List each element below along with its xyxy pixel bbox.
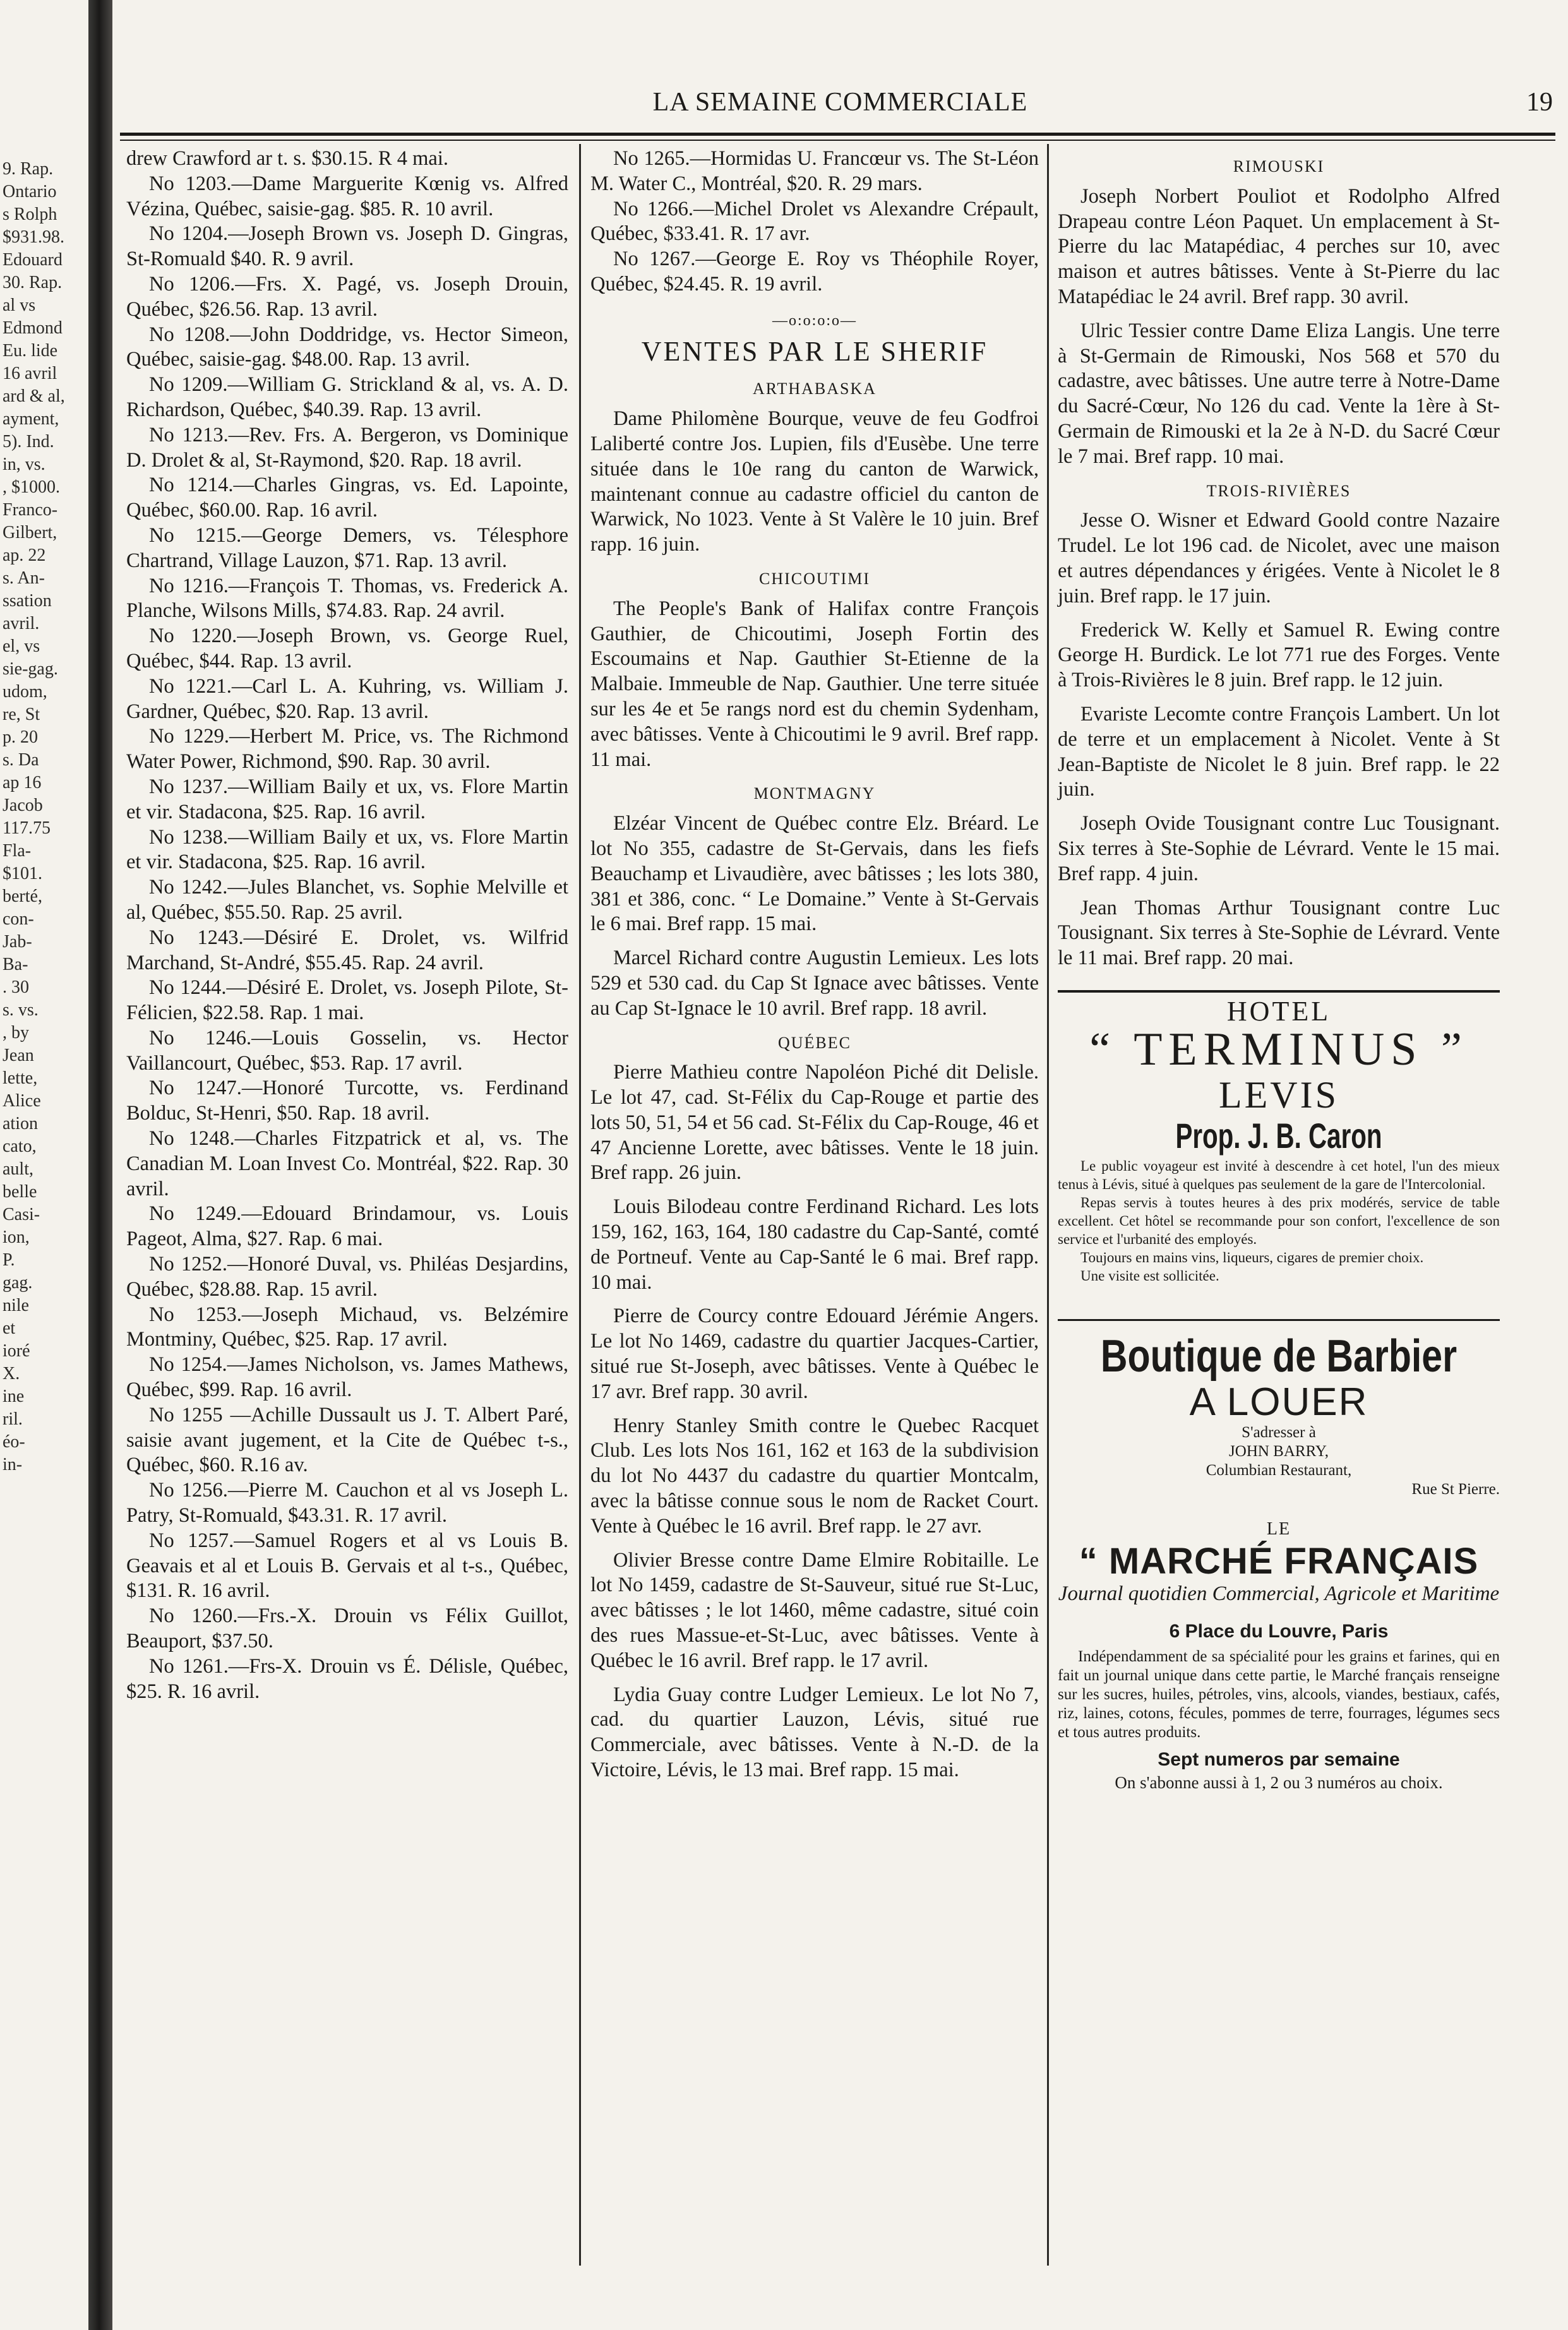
left-fragment-line: Fla- [3,841,32,861]
left-fragment-line: 16 avril [3,364,57,383]
left-fragment-line: ioré [3,1341,30,1361]
left-fragment-line: Gilbert, [3,523,57,542]
court-entry: No 1248.—Charles Fitzpatrick et al, vs. The Canadian M. Loan Invest Co. Montréal, $22. Rap. 30 avril. [126,1127,568,1200]
sale-entry: Frederick W. Kelly et Samuel R. Ewing contre George H. Burdick. Le lot 771 rue des Forges. Vente à Trois-Rivières le 8 juin. Bref rapp. le 12 juin. [1058,618,1500,692]
left-fragment-line: cato, [3,1137,37,1156]
court-entry: No 1238.—William Baily et ux, vs. Flore Martin et vir. Stadacona, $25. Rap. 16 avril. [126,825,568,874]
sale-entry: The People's Bank of Halifax contre François Gauthier, de Chicoutimi, Joseph Fortin des Escoumains et Nap. Gauthier St-Etienne de la Malbaie. Immeuble de Nap. Gauthier. Une terre située sur les 4e et 5e rangs nord est du chemin Sydenham, avec bâtisses. Vente à Chicoutimi le 9 avril. Bref rapp. 11 mai. [590,597,1039,771]
marche-frequency: Sept numeros par semaine [1158,1749,1400,1771]
sale-entry: Louis Bilodeau contre Ferdinand Richard. Les lots 159, 162, 163, 164, 180 cadastre du Cap-Santé, comté de Portneuf. Vente au Cap-Santé le 6 mai. Bref rapp. 10 mai. [590,1195,1039,1294]
left-fragment-line: ion, [3,1228,30,1247]
left-fragment-line: X. [3,1364,20,1383]
court-entry: No 1244.—Désiré E. Drolet, vs. Joseph Pilote, St-Félicien, $22.58. Rap. 1 mai. [126,976,568,1025]
left-fragment-line: al vs [3,296,36,315]
left-fragment-line: ation [3,1114,38,1133]
court-entry: No 1260.—Frs.-X. Drouin vs Félix Guillot, Beauport, $37.50. [126,1604,568,1653]
left-fragment-line: lette, [3,1068,38,1088]
sale-entry: Henry Stanley Smith contre le Quebec Racquet Club. Les lots Nos 161, 162 et 163 de la subdivision du lot No 4437 du cadastre du quartier Montcalm, avec la bâtisse connue sous le nom de Racket Court. Vente à Québec le 16 avril. Bref rapp. le 27 avr. [590,1414,1039,1538]
marche-subtitle: Journal quotidien Commercial, Agricole et Maritime [1058,1582,1500,1605]
left-fragment-line: Ba- [3,955,28,974]
left-fragment-line: Ontario [3,182,57,201]
court-entry: No 1215.—George Demers, vs. Télesphore Chartrand, Village Lauzon, $71. Rap. 13 avril. [126,523,568,572]
court-entry: No 1221.—Carl L. A. Kuhring, vs. William J. Gardner, Québec, $20. Rap. 13 avril. [126,674,568,723]
left-fragment-line: udom, [3,682,47,702]
left-fragment-line: re, St [3,705,40,724]
left-fragment-line: 9. Rap. [3,159,54,179]
header-rule [120,133,1555,136]
left-fragment-line: ine [3,1387,25,1406]
court-entry: No 1220.—Joseph Brown, vs. George Ruel, Québec, $44. Rap. 13 avril. [126,624,568,672]
sale-entry: Jesse O. Wisner et Edward Goold contre Nazaire Trudel. Le lot 196 cad. de Nicolet, avec une maison et autres dépendances y érigées. Vente à Nicolet le 8 juin. Bref rapp. le 17 juin. [1058,509,1500,607]
page-title: LA SEMAINE COMMERCIALE [652,88,1028,117]
place-heading: TROIS-RIVIÈRES [1206,481,1351,500]
barbier-ad [1058,1319,1500,1499]
section-title: VENTES PAR LE SHERIF [641,335,988,367]
court-entry: No 1209.—William G. Strickland & al, vs. A. D. Richardson, Québec, $40.39. Rap. 13 avril. [126,373,568,421]
sale-entry: Joseph Ovide Tousignant contre Luc Tousignant. Six terres à Ste-Sophie de Lévrard. Vente le 15 mai. Bref rapp. 4 juin. [1058,812,1500,885]
court-entry: No 1266.—Michel Drolet vs Alexandre Crépault, Québec, $33.41. R. 17 avr. [590,197,1039,246]
sale-entry: Olivier Bresse contre Dame Elmire Robitaille. Le lot No 1459, cadastre de St-Sauveur, situé rue St-Luc, avec bâtisses ; le lot 1460, même cadastre, situé coin des rues Massue-et-St-Luc, avec bâtisses. Vente à Québec le 16 avril. Bref rapp. le 17 avril. [590,1548,1039,1672]
left-fragment-line: $931.98. [3,227,64,247]
court-entry: No 1203.—Dame Marguerite Kœnig vs. Alfred Vézina, Québec, saisie-gag. $85. R. 10 avril. [126,172,568,220]
left-fragment-line: in, vs. [3,455,45,474]
left-fragment-line: s. Da [3,750,39,770]
ad-hotel-text: Le public voyageur est invité à descendre à cet hotel, l'un des mieux tenus à Lévis, situé à quelques pas seulement de la gare de l'Intercolonial. [1058,1157,1500,1192]
court-entry: No 1229.—Herbert M. Price, vs. The Richmond Water Power, Richmond, $90. Rap. 30 avril. [126,725,568,774]
left-fragment-line: ard & al, [3,386,65,406]
left-fragment-line: in- [3,1455,23,1474]
barbier-contact-place: Columbian Restaurant, [1206,1461,1352,1479]
court-entry: No 1216.—François T. Thomas, vs. Frederick A. Planche, Wilsons Mills, $74.83. Rap. 24 avril. [126,574,568,623]
left-fragment-line: Jab- [3,932,32,952]
left-fragment-line: s. An- [3,568,45,588]
barbier-title: Boutique de Barbier [1100,1330,1457,1382]
left-fragment-line: . 30 [3,977,29,997]
court-entry: No 1252.—Honoré Duval, vs. Philéas Desjardins, Québec, $28.88. Rap. 15 avril. [126,1253,568,1301]
left-fragment-line: ault, [3,1159,33,1179]
page-number: 19 [1526,88,1553,117]
left-fragment-line: $101. [3,864,42,883]
court-entry: No 1206.—Frs. X. Pagé, vs. Joseph Drouin, Québec, $26.56. Rap. 13 avril. [126,272,568,321]
header-rule-thin [120,140,1555,141]
court-entry: No 1253.—Joseph Michaud, vs. Belzémire Montminy, Québec, $25. Rap. 17 avril. [126,1303,568,1351]
marche-body: Indépendamment de sa spécialité pour les grains et farines, qui en fait un journal unique dans cette partie, le Marché français renseigne sur les sucres, huiles, pétroles, vins, alcools, viandes, bestiaux, cafés, riz, laines, cotons, fécules, pommes de terre, fourrages, légumes secs et tous autres produits. [1058,1648,1500,1742]
column-3 [1058,146,1500,1793]
left-fragment-line: berté, [3,887,42,906]
left-fragment-line: 117.75 [3,818,51,838]
ad-hotel-name: “ TERMINUS ” [1089,1023,1468,1075]
court-entry: No 1208.—John Doddridge, vs. Hector Simeon, Québec, saisie-gag. $48.00. Rap. 13 avril. [126,323,568,371]
hotel-terminus-ad [1058,990,1500,1285]
marche-francais-ad [1058,1517,1500,1793]
court-entry: No 1237.—William Baily et ux, vs. Flore Martin et vir. Stadacona, $25. Rap. 16 avril. [126,775,568,823]
court-entry: No 1255 —Achille Dussault us J. T. Albert Paré, saisie avant jugement, et la Cite de Québec t-s., Québec, $60. R.16 av. [126,1403,568,1477]
place-heading: CHICOUTIMI [759,569,870,588]
column-2 [590,146,1039,1792]
left-fragment-line: Franco- [3,500,58,520]
left-page-fragment [0,158,88,2292]
left-fragment-line: Eu. lide [3,341,58,361]
left-fragment-line: Jean [3,1046,34,1065]
place-heading: RIMOUSKI [1233,157,1325,176]
court-entry: No 1246.—Louis Gosselin, vs. Hector Vaillancourt, Québec, $53. Rap. 17 avril. [126,1026,568,1075]
barbier-contact-name: JOHN BARRY, [1229,1442,1329,1460]
marche-le: LE [1266,1519,1291,1539]
left-fragment-line: ayment, [3,409,59,429]
sale-entry: Marcel Richard contre Augustin Lemieux. Les lots 529 et 530 cad. du Cap St Ignace avec bâtisses. Vente au Cap St-Ignace le 10 avril. Bref rapp. 18 avril. [590,947,1039,1020]
court-entry: No 1213.—Rev. Frs. A. Bergeron, vs Dominique D. Drolet & al, St-Raymond, $20. Rap. 18 avril. [126,423,568,472]
left-fragment-line: belle [3,1182,37,1202]
column-1 [126,146,568,1704]
left-fragment-line: s. vs. [3,1000,39,1020]
sale-entry: Evariste Lecomte contre François Lambert. Un lot de terre et un emplacement à Nicolet. Vente à St Jean-Baptiste de Nicolet le 8 juin. Bref rapp. le 22 juin. [1058,702,1500,801]
court-entry: No 1204.—Joseph Brown vs. Joseph D. Gingras, St-Romuald $40. R. 9 avril. [126,222,568,271]
left-fragment-line: , by [3,1023,29,1043]
ad-hotel-label: HOTEL [1226,995,1331,1027]
left-fragment-line: ssation [3,591,52,611]
ad-hotel-text: Toujours en mains vins, liqueurs, cigares de premier choix. [1080,1249,1424,1265]
court-entry: No 1242.—Jules Blanchet, vs. Sophie Melville et al, Québec, $55.50. Rap. 25 avril. [126,876,568,924]
place-heading: ARTHABASKA [752,379,877,398]
left-fragment-line: avril. [3,614,40,633]
left-fragment-line: 30. Rap. [3,273,63,292]
place-heading: MONTMAGNY [753,784,876,803]
left-fragment-line: ap 16 [3,773,42,792]
barbier-contact-street: Rue St Pierre. [1411,1480,1500,1498]
court-entry: No 1261.—Frs-X. Drouin vs É. Délisle, Québec, $25. R. 16 avril. [126,1654,568,1703]
left-fragment-line: Edmond [3,318,63,338]
barbier-louer: A LOUER [1189,1380,1368,1424]
marche-subscription: On s'abonne aussi à 1, 2 ou 3 numéros au choix. [1115,1773,1443,1793]
left-fragment-line: sie-gag. [3,659,58,679]
ad-hotel-proprietor: Prop. J. B. Caron [1175,1115,1382,1156]
court-entry: No 1265.—Hormidas U. Francœur vs. The St-Léon M. Water C., Montréal, $20. R. 29 mars. [590,147,1039,195]
sale-entry: Pierre de Courcy contre Edouard Jérémie Angers. Le lot No 1469, cadastre du quartier Jacques-Cartier, situé rue St-Joseph, avec bâtisses. Vente à Québec le 17 avr. Bref rapp. 30 avril. [590,1305,1039,1403]
sale-entry: Joseph Norbert Pouliot et Rodolpho Alfred Drapeau contre Léon Paquet. Un emplacement à St-Pierre du lac Matapédiac, 4 perches sur 10, avec maison et autres bâtisses. Vente à St-Pierre du lac Matapédiac le 24 avril. Bref rapp. 30 avril. [1058,184,1500,308]
left-fragment-line: et [3,1318,16,1338]
left-fragment-line: , $1000. [3,477,60,497]
court-entry: No 1254.—James Nicholson, vs. James Mathews, Québec, $99. Rap. 16 avril. [126,1353,568,1402]
left-fragment-line: ril. [3,1409,23,1429]
sale-entry: Lydia Guay contre Ludger Lemieux. Le lot No 7, cad. du quartier Lauzon, Lévis, situé rue Commerciale, avec bâtisses. Vente à N.-D. de la Victoire, Lévis, le 13 mai. Bref rapp. 15 mai. [590,1683,1039,1782]
court-entry: No 1247.—Honoré Turcotte, vs. Ferdinand Bolduc, St-Henri, $50. Rap. 18 avril. [126,1077,568,1125]
binding-gutter [88,0,112,2330]
place-heading: QUÉBEC [778,1033,851,1052]
left-fragment-line: el, vs [3,636,40,656]
barbier-adresser: S'adresser à [1242,1423,1316,1441]
column-rule [1047,144,1049,2266]
ad-hotel-text: Repas servis à toutes heures à des prix modérés, service de table excellent. Cet hôtel se recommande pour son confort, l'excellence de son service et l'urbanité des employés. [1058,1194,1500,1247]
court-entry: No 1214.—Charles Gingras, vs. Ed. Lapointe, Québec, $60.00. Rap. 16 avril. [126,474,568,522]
left-fragment-line: s Rolph [3,205,57,224]
column-rule [579,144,581,2266]
left-fragment-line: Alice [3,1091,41,1111]
left-fragment-line: p. 20 [3,727,38,747]
sale-entry: Dame Philomène Bourque, veuve de feu Godfroi Laliberté contre Jos. Lupien, fils d'Eusèbe. Une terre située dans le 10e rang du canton de Warwick, maintenant connue au cadastre officiel du canton de Warwick, No 1023. Vente à St Valère le 10 juin. Bref rapp. 16 juin. [590,407,1039,556]
court-entry: No 1256.—Pierre M. Cauchon et al vs Joseph L. Patry, St-Romuald, $43.31. R. 17 avril. [126,1479,568,1527]
court-entry: No 1257.—Samuel Rogers et al vs Louis B. Geavais et al et Louis B. Gervais et al t-s., Québec, $131. R. 16 avril. [126,1529,568,1603]
sale-entry: Elzéar Vincent de Québec contre Elz. Bréard. Le lot No 355, cadastre de St-Gervais, dans les fiefs Beauchamp et Livaudière, avec bâtisses ; les lots 380, 381 et 386, conc. “ Le Domaine.” Vente à St-Gervais le 6 mai. Bref rapp. 15 mai. [590,812,1039,936]
sale-entry: Jean Thomas Arthur Tousignant contre Luc Tousignant. Six terres à Ste-Sophie de Lévrard. Vente le 11 mai. Bref rapp. 20 mai. [1058,896,1500,970]
left-fragment-line: con- [3,909,34,929]
ad-hotel-text: Une visite est sollicitée. [1080,1267,1219,1284]
left-fragment-line: Jacob [3,796,43,815]
section-separator: —o:o:o:o— [772,312,857,329]
left-fragment-line: P. [3,1250,15,1270]
sale-entry: Pierre Mathieu contre Napoléon Piché dit Delisle. Le lot 47, cad. St-Félix du Cap-Rouge et partie des lots 50, 51, 54 et 56 cad. St-Félix du Cap-Rouge, 46 et 47 Ancienne Lorette, avec bâtisses. Vente le 18 juin. Bref rapp. 26 juin. [590,1061,1039,1185]
left-fragment-line: gag. [3,1273,33,1293]
left-fragment-line: Edouard [3,250,63,270]
court-entry: No 1249.—Edouard Brindamour, vs. Louis Pageot, Alma, $27. Rap. 6 mai. [126,1202,568,1251]
court-entry: drew Crawford ar t. s. $30.15. R 4 mai. [126,147,448,170]
marche-address: 6 Place du Louvre, Paris [1169,1620,1389,1642]
left-fragment-line: nile [3,1296,29,1315]
left-fragment-line: Casi- [3,1205,40,1224]
marche-title: “ MARCHÉ FRANÇAIS [1079,1540,1479,1582]
court-entry: No 1267.—George E. Roy vs Théophile Royer, Québec, $24.45. R. 19 avril. [590,248,1039,296]
page-header [112,83,1568,134]
left-fragment-line: 5). Ind. [3,432,54,451]
court-entry: No 1243.—Désiré E. Drolet, vs. Wilfrid Marchand, St-André, $55.45. Rap. 24 avril. [126,926,568,974]
left-fragment-line: éo- [3,1432,25,1452]
sale-entry: Ulric Tessier contre Dame Eliza Langis. Une terre à St-Germain de Rimouski, Nos 568 et 570 du cadastre, avec bâtisses. Une autre terre à Notre-Dame du Sacré-Cœur, No 126 du cad. Vente la 1ère à St-Germain de Rimouski et la 2e à N-D. du Sacré Cœur le 7 mai. Bref rapp. 10 mai. [1058,319,1500,468]
ad-hotel-town: LEVIS [1219,1073,1339,1116]
left-fragment-line: ap. 22 [3,546,46,565]
